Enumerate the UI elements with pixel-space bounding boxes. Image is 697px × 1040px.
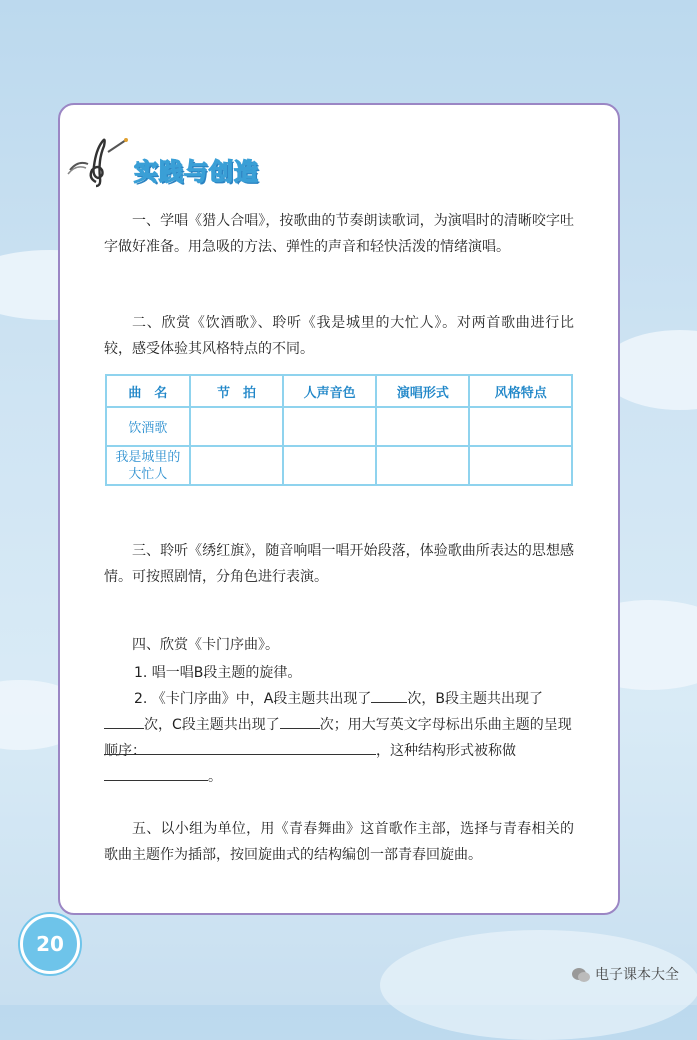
- table-cell[interactable]: [376, 446, 469, 485]
- item-2-text-c: 次，C段主题共出现了: [144, 717, 280, 733]
- table-cell: 饮酒歌: [106, 407, 190, 446]
- section-5-text: 五、以小组为单位，用《青春舞曲》这首歌作主部，选择与青春相关的歌曲主题作为插部，按回旋曲式的结构编创一部青春回旋曲。: [104, 821, 574, 863]
- table-header-cell: 演唱形式: [376, 375, 469, 407]
- answer-blank[interactable]: [104, 740, 376, 755]
- wechat-icon: [571, 967, 591, 983]
- table-header-cell: 曲 名: [106, 375, 190, 407]
- watermark-text: 电子课本大全: [595, 967, 679, 983]
- table-header-cell: 风格特点: [469, 375, 572, 407]
- section-4-title: 四、欣赏《卡门序曲》。: [132, 637, 279, 653]
- table-row: [106, 407, 572, 446]
- table-cell[interactable]: [376, 407, 469, 446]
- section-4-item-2-cont3: [104, 764, 574, 790]
- table-cell: 我是城里的大忙人: [106, 446, 190, 485]
- item-2-text-e: ，这种结构形式被称做: [376, 743, 516, 759]
- treble-clef-icon: [64, 130, 130, 190]
- table-header-cell: 节 拍: [190, 375, 283, 407]
- answer-blank[interactable]: [371, 688, 407, 703]
- page-number: 20: [20, 914, 80, 974]
- page-title: 实践与创造: [134, 158, 259, 186]
- table-cell[interactable]: [190, 446, 283, 485]
- table-cell[interactable]: [190, 407, 283, 446]
- answer-blank[interactable]: [104, 714, 144, 729]
- cloud-decoration: [380, 930, 697, 1040]
- comparison-table: [105, 374, 573, 486]
- table-cell[interactable]: [283, 446, 376, 485]
- item-2-text-d: 次；用大写英文字母标出乐曲主题的呈现顺序：: [104, 717, 572, 759]
- watermark: [571, 964, 679, 984]
- answer-blank[interactable]: [280, 714, 320, 729]
- item-2-text-a: 2. 《卡门序曲》中，A段主题共出现了: [134, 691, 372, 707]
- item-2-text-f: 。: [208, 769, 222, 785]
- section-1-text: 一、学唱《猎人合唱》，按歌曲的节奏朗读歌词，为演唱时的清晰咬字吐字做好准备。用急吸的方法、弹性的声音和轻快活泼的情绪演唱。: [104, 213, 574, 255]
- item-2-text-b: 次，B段主题共出现了: [407, 691, 543, 707]
- table-cell[interactable]: [469, 446, 572, 485]
- table-header-cell: 人声音色: [283, 375, 376, 407]
- table-cell[interactable]: [469, 407, 572, 446]
- table-row: [106, 446, 572, 485]
- table-cell[interactable]: [283, 407, 376, 446]
- section-4-item-1: 1. 唱一唱B段主题的旋律。: [134, 665, 302, 681]
- answer-blank[interactable]: [104, 766, 208, 781]
- section-3-text: 三、聆听《绣红旗》，随音响唱一唱开始段落，体验歌曲所表达的思想感情。可按照剧情，分角色进行表演。: [104, 543, 574, 585]
- section-4-item-2: [134, 686, 574, 712]
- section-2-text: 二、欣赏《饮酒歌》、聆听《我是城里的大忙人》。对两首歌曲进行比较，感受体验其风格特点的不同。: [104, 315, 574, 357]
- table-header-row: [106, 375, 572, 407]
- section-4-item-2-cont2: [104, 738, 574, 764]
